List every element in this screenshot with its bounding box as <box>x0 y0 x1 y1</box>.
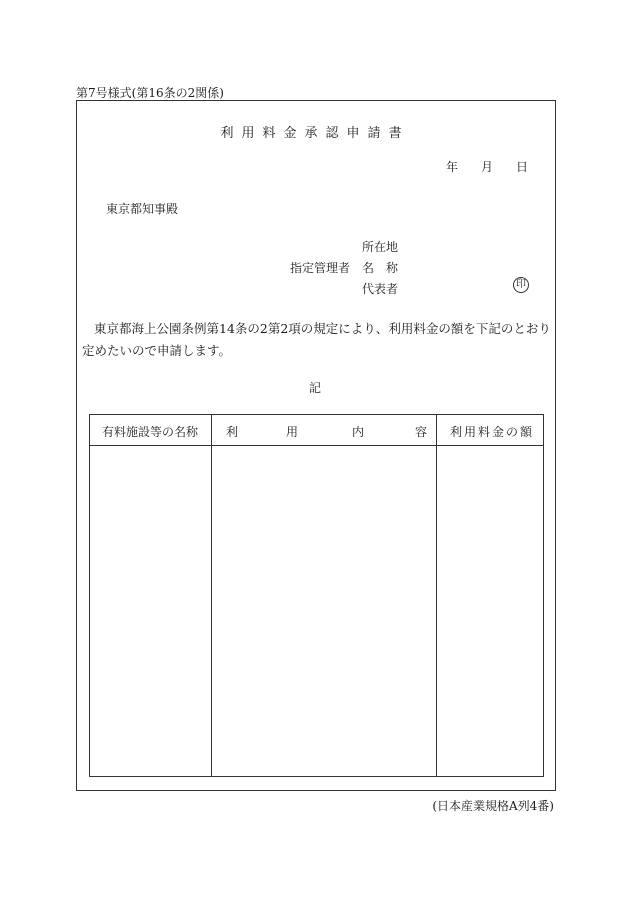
date-year: 年 <box>446 160 459 174</box>
date-day: 日 <box>516 160 529 174</box>
representative-label: 代表者 <box>362 282 399 296</box>
seal-mark: 印 <box>513 277 529 293</box>
form-number: 第7号様式(第16条の2関係) <box>76 86 224 100</box>
header-usage-char: 内 <box>352 425 365 439</box>
footer-note: (日本産業規格A列4番) <box>432 799 554 813</box>
address-label: 所在地 <box>362 240 399 254</box>
designated-manager-label: 指定管理者 <box>290 261 351 275</box>
document-title: 利用料金承認申請書 <box>220 126 410 141</box>
date-month: 月 <box>481 160 494 174</box>
header-usage-char: 容 <box>415 425 428 439</box>
column-divider <box>211 415 212 776</box>
header-usage-char: 利 <box>226 425 239 439</box>
ki-heading: 記 <box>308 381 321 395</box>
header-facility-name: 有料施設等の名称 <box>102 425 199 439</box>
header-fee-amount: 利用料金の額 <box>450 425 535 439</box>
detail-table <box>89 414 544 777</box>
body-text: 東京都海上公園条例第14条の2第2項の規定により、利用料金の額を下記のとおり定めたいので申請します。 <box>82 321 551 358</box>
header-divider <box>90 445 543 446</box>
header-usage-char: 用 <box>286 425 299 439</box>
addressee: 東京都知事殿 <box>106 202 179 216</box>
column-divider <box>436 415 437 776</box>
name-label: 名 称 <box>362 261 399 275</box>
